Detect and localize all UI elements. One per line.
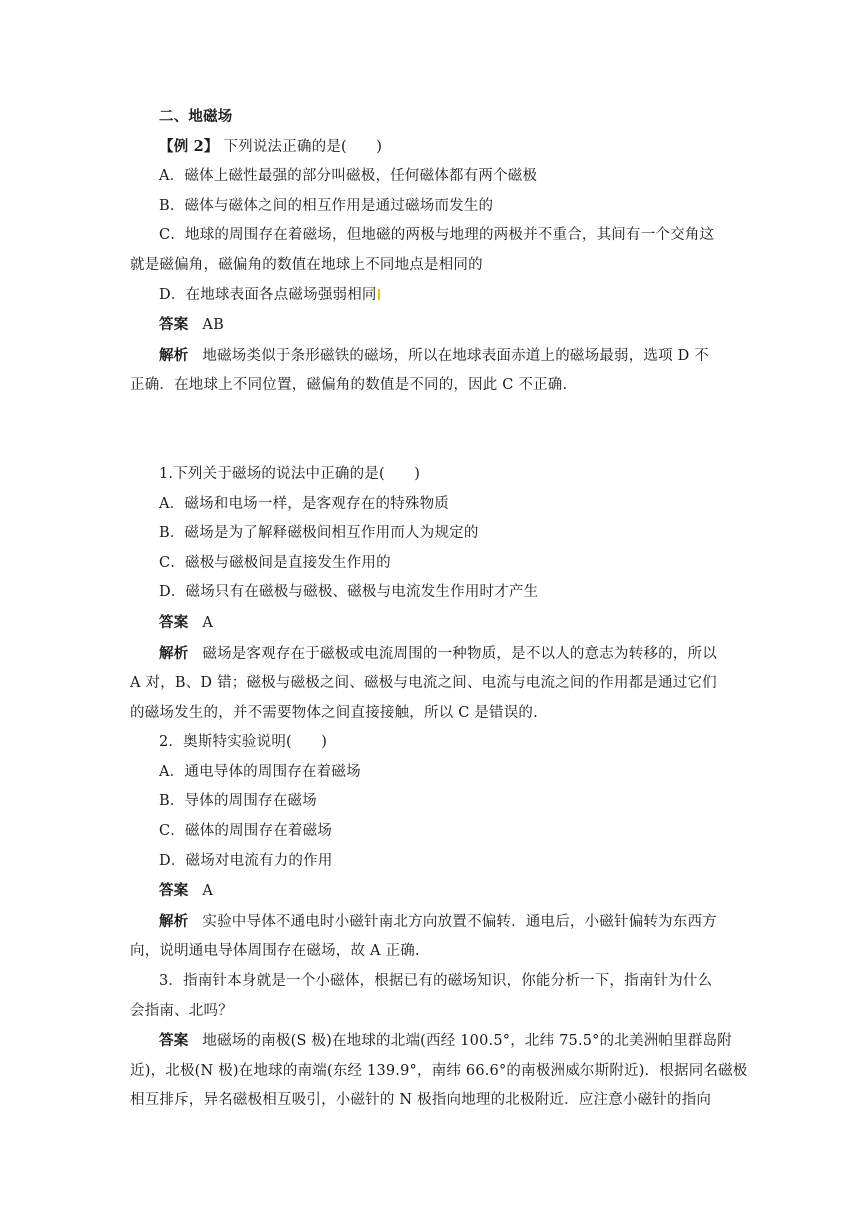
example-option-c: C．地球的周围存在着磁场，但地磁的两极与地理的两极并不重合，其间有一个交角这 xyxy=(159,227,715,244)
example-analysis-cont: 正确．在地球上不同位置，磁偏角的数值是不同的，因此 C 不正确. xyxy=(130,377,568,394)
example-analysis xyxy=(130,341,730,372)
q2-analysis xyxy=(130,907,730,938)
q2-analysis-cont: 向，说明通电导体周围存在磁场，故 A 正确. xyxy=(130,943,420,960)
analysis-label: 解析 xyxy=(159,912,189,930)
text-cursor-mark xyxy=(378,289,380,300)
section-heading: 二、地磁场 xyxy=(159,108,233,125)
example-tag: 【例 2】 xyxy=(159,137,219,155)
q2-option-a: A．通电导体的周围存在着磁场 xyxy=(159,763,361,780)
example-option-d xyxy=(130,281,730,311)
q1-analysis-cont-1: A 对，B、D 错；磁极与磁极之间、磁极与电流之间、电流与电流之间的作用都是通过它们 xyxy=(130,675,717,692)
q1-option-d: D．磁场只有在磁极与磁极、磁极与电流发生作用时才产生 xyxy=(159,584,539,601)
analysis-text: 实验中导体不通电时小磁针南北方向放置不偏转．通电后，小磁针偏转为东西方 xyxy=(202,913,717,930)
q3-question: 3．指南针本身就是一个小磁体，根据已有的磁场知识，你能分析一下，指南针为什么 xyxy=(159,973,713,990)
q3-question-cont: 会指南、北吗？ xyxy=(130,1002,233,1019)
answer-value: AB xyxy=(202,317,224,334)
q1-option-b: B．磁场是为了解释磁极间相互作用而人为规定的 xyxy=(159,525,479,542)
q1-answer xyxy=(130,608,730,639)
q2-option-b: B．导体的周围存在磁场 xyxy=(159,793,317,810)
example-option-a: A．磁体上磁性最强的部分叫磁极，任何磁体都有两个磁极 xyxy=(159,168,538,185)
answer-label: 答案 xyxy=(159,882,189,900)
q1-analysis-cont-2: 的磁场发生的，并不需要物体之间直接接触，所以 C 是错误的. xyxy=(130,704,538,721)
q2-answer xyxy=(130,876,730,907)
q3-answer xyxy=(130,1026,730,1057)
answer-text: 地磁场的南极(S 极)在地球的北端(西经 100.5°，北纬 75.5°的北美洲帕里群岛附 xyxy=(202,1033,732,1050)
analysis-label: 解析 xyxy=(159,346,189,364)
q1-analysis xyxy=(130,639,730,670)
answer-label: 答案 xyxy=(159,613,189,631)
example-question xyxy=(130,132,730,163)
example-option-c-cont: 就是磁偏角，磁偏角的数值在地球上不同地点是相同的 xyxy=(130,256,483,273)
q1-question: 1.下列关于磁场的说法中正确的是( ) xyxy=(159,465,421,482)
q1-option-a: A．磁场和电场一样，是客观存在的特殊物质 xyxy=(159,495,449,512)
analysis-text: 地磁场类似于条形磁铁的磁场，所以在地球表面赤道上的磁场最弱，选项 D 不 xyxy=(202,347,709,364)
q3-answer-cont-2: 相互排斥，异名磁极相互吸引，小磁针的 N 极指向地理的北极附近．应注意小磁针的指向 xyxy=(130,1092,712,1109)
answer-value: A xyxy=(202,883,214,900)
q2-option-c: C．磁体的周围存在着磁场 xyxy=(159,823,332,840)
answer-value: A xyxy=(202,614,214,631)
analysis-text: 磁场是客观存在于磁极或电流周围的一种物质，是不以人的意志为转移的，所以 xyxy=(202,645,717,662)
answer-label: 答案 xyxy=(159,316,189,334)
q2-option-d: D．磁场对电流有力的作用 xyxy=(159,852,333,869)
q1-option-c: C．磁极与磁极间是直接发生作用的 xyxy=(159,554,391,571)
document-content xyxy=(130,102,748,1116)
spacer xyxy=(130,401,730,460)
example-option-d-text: D．在地球表面各点磁场强弱相同 xyxy=(159,286,377,303)
example-answer xyxy=(130,310,730,341)
answer-label: 答案 xyxy=(159,1032,189,1050)
q3-answer-cont-1: 近)，北极(N 极)在地球的南端(东经 139.9°，南纬 66.6°的南极洲威尔斯附近)．根据同名磁极 xyxy=(130,1062,748,1079)
q2-question: 2．奥斯特实验说明( ) xyxy=(159,734,328,751)
analysis-label: 解析 xyxy=(159,644,189,662)
example-option-b: B．磁体与磁体之间的相互作用是通过磁场而发生的 xyxy=(159,197,494,214)
example-question-text: 下列说法正确的是( ) xyxy=(223,138,383,155)
